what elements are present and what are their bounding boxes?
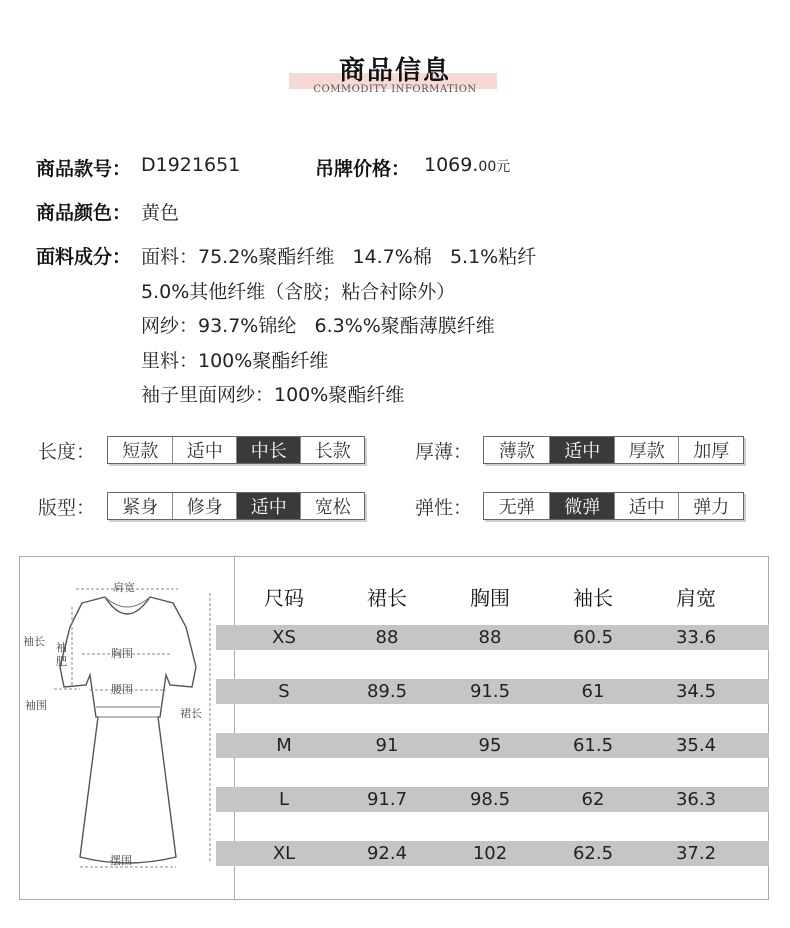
fit-option[interactable]: 修身 [172,493,236,519]
col-header: 肩宽 [676,586,716,610]
size-cell: L [278,789,290,810]
shoulder-width-cell: 33.6 [675,627,717,648]
skirt-length-cell: 89.5 [366,681,408,702]
label-sleeve-length: 袖长 [23,635,45,648]
skirt-length-cell: 91.7 [366,789,408,810]
col-header: 袖长 [573,586,613,610]
skirt-length-cell: 91 [375,735,399,756]
fit-option[interactable]: 紧身 [122,497,159,518]
style-no-label: 商品款号： [36,158,132,180]
length-option[interactable]: 中长 [236,437,301,463]
fit-option[interactable]: 宽松 [300,493,364,519]
fit-option[interactable]: 适中 [236,493,301,519]
shoulder-width-cell: 34.5 [675,681,717,702]
label-shoulder: 肩宽 [113,581,135,594]
size-cell: XL [272,843,296,864]
fabric-line: 袖子里面网纱：100%聚酯纤维 [141,384,405,406]
color-value: 黄色 [141,202,180,224]
size-cell: XS [272,627,296,648]
shoulder-width-cell: 35.4 [675,735,717,756]
sleeve-length-cell: 62.5 [572,843,614,864]
bust-cell: 102 [472,843,508,864]
length-option[interactable]: 长款 [300,437,364,463]
length-selector [107,436,365,464]
fabric-line: 面料：75.2%聚酯纤维 14.7%棉 5.1%粘纤 [141,246,537,268]
fit-label: 版型： [38,497,96,519]
col-header: 胸围 [470,586,510,610]
sleeve-length-cell: 62 [581,789,605,810]
shoulder-width-cell: 37.2 [675,843,717,864]
style-no-value: D1921651 [141,154,241,176]
sleeve-length-cell: 60.5 [572,627,614,648]
sleeve-length-cell: 61.5 [572,735,614,756]
fabric-line: 网纱：93.7%锦纶 6.3%%聚酯薄膜纤维 [141,315,495,337]
label-waist: 腰围 [111,683,133,696]
waist-band [96,707,160,717]
elasticity-selector [483,492,744,520]
bust-cell: 98.5 [469,789,511,810]
page-subtitle: COMMODITY INFORMATION [313,84,477,95]
size-cell: M [276,735,292,756]
label-skirt-length: 裙长 [180,707,202,720]
dress-measurement-diagram [20,557,234,899]
elasticity-option[interactable]: 无弹 [498,497,535,518]
fit-selector [107,492,365,520]
bust-cell: 91.5 [469,681,511,702]
length-option[interactable]: 适中 [172,437,236,463]
label-sleeve-width-1: 袖 [56,641,67,654]
elasticity-option[interactable]: 微弹 [549,493,614,519]
size-cell: S [278,681,290,702]
bust-cell: 88 [478,627,502,648]
fabric-line: 5.0%其他纤维（含胶；粘合衬除外） [141,281,456,303]
label-hem: 摆围 [110,854,132,867]
shoulder-width-cell: 36.3 [675,789,717,810]
length-label: 长度： [38,441,96,463]
thickness-option[interactable]: 适中 [549,437,614,463]
thickness-option[interactable]: 加厚 [678,437,743,463]
page-title: 商品信息 [338,56,451,86]
length-option[interactable]: 短款 [122,441,159,462]
price-main: 1069. [424,154,479,176]
color-label: 商品颜色： [36,202,132,224]
thickness-selector [483,436,744,464]
price-cents: 00元 [478,159,511,175]
elasticity-option[interactable]: 弹力 [678,493,743,519]
skirt-length-cell: 92.4 [366,843,408,864]
dress-outline [60,597,196,863]
price-label: 吊牌价格： [315,158,411,180]
sleeve-length-cell: 61 [581,681,605,702]
col-header: 裙长 [367,586,407,610]
fabric-label: 面料成分： [36,246,132,268]
label-bust: 胸围 [111,647,133,660]
label-sleeve-width-2: 肥 [56,655,67,668]
col-header: 尺码 [264,586,304,610]
skirt-length-cell: 88 [375,627,399,648]
thickness-option[interactable]: 厚款 [614,437,679,463]
label-cuff: 袖围 [25,699,47,712]
bust-cell: 95 [478,735,502,756]
fabric-line: 里料：100%聚酯纤维 [141,350,329,372]
thickness-label: 厚薄： [415,441,473,463]
elasticity-label: 弹性： [415,497,473,519]
price-value [424,154,510,176]
elasticity-option[interactable]: 适中 [614,493,679,519]
thickness-option[interactable]: 薄款 [498,441,535,462]
